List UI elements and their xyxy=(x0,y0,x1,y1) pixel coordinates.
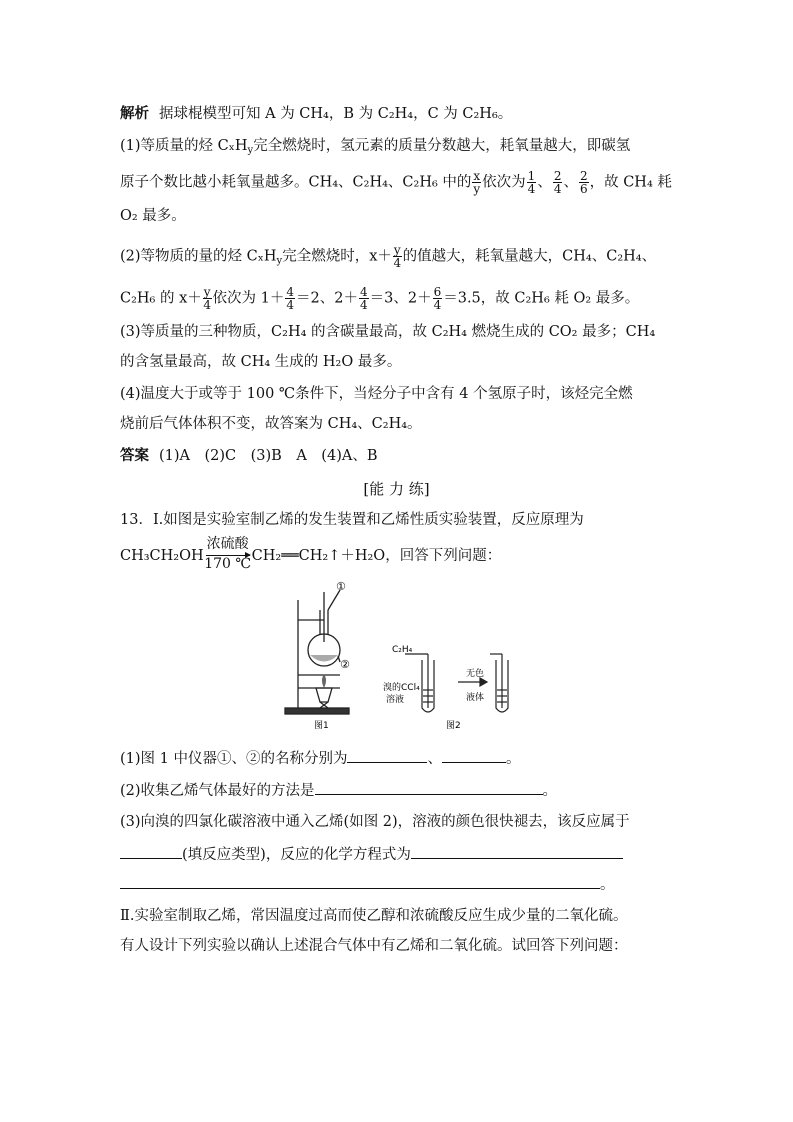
p1-sub-y: y xyxy=(247,145,254,156)
fraction-1-4 xyxy=(527,170,537,195)
fig2-gas-label: C₂H₄ xyxy=(392,645,413,655)
q13-sub1 xyxy=(120,748,520,769)
frac-num: 6 xyxy=(433,285,442,299)
s3-text-b: (填反应类型)，反应的化学方程式为 xyxy=(182,847,411,863)
p4-line2 xyxy=(120,414,422,434)
s3-text-a: (3)向溴的四氯化碳溶液中通入乙烯(如图 2)，溶液的颜色很快褪去，该反应属于 xyxy=(120,814,630,830)
frac-num: 4 xyxy=(286,285,295,299)
p3-text-a: (3)等质量的三种物质，C₂H₄ 的含碳量最高，故 C₂H₄ 燃烧生成的 CO₂ 最多；CH₄ xyxy=(120,324,656,340)
answer-line xyxy=(120,446,377,466)
p1-text-b2: 依次为 xyxy=(482,174,526,191)
answer-blank[interactable] xyxy=(315,780,543,795)
p1-text-b3: ，故 CH₄ 耗 xyxy=(589,174,672,191)
q13-sub3-line3 xyxy=(120,874,615,895)
frac-den: 4 xyxy=(393,256,402,270)
q13-sub3-line2 xyxy=(120,844,623,865)
part2-text-a: Ⅱ.实验室制取乙烯，常因温度过高而使乙醇和浓硫酸反应生成少量的二氧化硫。 xyxy=(120,908,628,924)
frac-num: 2 xyxy=(553,169,562,183)
p1-text-a2: 完全燃烧时，氢元素的质量分数越大，耗氧量越大，即碳氢 xyxy=(253,138,631,154)
fig-mark-1: ① xyxy=(336,580,346,593)
q13-line1 xyxy=(120,510,584,530)
frac-den: 4 xyxy=(203,298,211,312)
reaction-condition-arrow xyxy=(204,536,252,572)
frac-den: y xyxy=(473,182,481,196)
figure-1-apparatus xyxy=(285,590,349,714)
p3-line2 xyxy=(120,352,401,372)
answer-blank[interactable] xyxy=(120,844,182,859)
fraction-y-over-4b xyxy=(203,286,212,311)
p1-text-c: O₂ 最多。 xyxy=(120,208,186,224)
section-heading: [能 力 练] xyxy=(363,480,430,498)
s1-end: 。 xyxy=(505,751,521,767)
fraction-2-4 xyxy=(553,170,563,195)
s2-end: 。 xyxy=(542,783,558,799)
p1-text-b: 原子个数比越小耗氧量越多。CH₄、C₂H₄、C₂H₆ 中的 xyxy=(120,174,472,191)
q13-part2-line2 xyxy=(120,936,628,956)
frac-den: 4 xyxy=(359,298,368,312)
p1-line2 xyxy=(120,170,672,195)
s1-sep: 、 xyxy=(427,751,442,767)
p2-text-a2: 完全燃烧时，x＋ xyxy=(282,248,392,265)
p2-text-b4: ＝3、2＋ xyxy=(369,290,432,307)
p2-sub-y: y xyxy=(276,255,283,267)
fraction-2-6 xyxy=(579,170,589,195)
p4-text-a: (4)温度大于或等于 100 ℃条件下，当烃分子中含有 4 个氢原子时，该烃完全燃 xyxy=(120,386,633,402)
answer-title: 答案 xyxy=(120,448,149,464)
q13-equation xyxy=(120,536,502,572)
frac-num: 4 xyxy=(359,285,368,299)
cond-bot: 170 ℃ xyxy=(204,556,252,572)
fraction-6-4 xyxy=(433,286,443,311)
p4-line1 xyxy=(120,384,633,404)
apparatus-figure xyxy=(280,580,530,730)
analysis-intro-line xyxy=(120,104,512,124)
p2-text-b5: ＝3.5，故 C₂H₆ 耗 O₂ 最多。 xyxy=(443,290,640,307)
p2-text-b1: C₂H₆ 的 x＋ xyxy=(120,290,202,307)
p2-text-b2: 依次为 1＋ xyxy=(212,290,285,307)
fig2-right-label-1: 无色 xyxy=(466,669,485,679)
sep: 、 xyxy=(563,174,578,191)
eq-left: CH₃CH₂OH xyxy=(120,548,204,564)
s2-text: (2)收集乙烯气体最好的方法是 xyxy=(120,783,315,799)
answer-blank[interactable] xyxy=(120,874,600,889)
frac-num: y xyxy=(393,243,401,257)
frac-num: x xyxy=(473,169,481,183)
p2-text-a3: 的值越大，耗氧量越大，CH₄、C₂H₄、 xyxy=(402,248,657,265)
q13-part2-line1 xyxy=(120,906,627,926)
frac-den: 6 xyxy=(579,182,588,196)
part2-text-b: 有人设计下列实验以确认上述混合气体中有乙烯和二氧化硫。试回答下列问题： xyxy=(120,938,628,954)
fraction-4-4a xyxy=(285,286,295,311)
frac-den: 4 xyxy=(553,182,562,196)
p1-line3 xyxy=(120,206,186,226)
answer-blank[interactable] xyxy=(442,748,506,763)
frac-den: 4 xyxy=(286,298,295,312)
q13-text: 13．Ⅰ.如图是实验室制乙烯的发生装置和乙烯性质实验装置，反应原理为 xyxy=(120,512,584,528)
frac-num: y xyxy=(203,285,211,299)
p3-line1 xyxy=(120,322,655,342)
p1-text-a: (1)等质量的烃 CₓH xyxy=(120,138,248,154)
answer-blank[interactable] xyxy=(347,748,427,763)
sep: 、 xyxy=(537,174,552,191)
figure-1-label: 图1 xyxy=(314,721,329,730)
fig2-left-label-2: 溶液 xyxy=(386,695,405,705)
analysis-title: 解析 xyxy=(120,106,149,122)
frac-den: 4 xyxy=(527,182,536,196)
figure-2-label: 图2 xyxy=(446,721,461,730)
p2-line1 xyxy=(120,244,656,272)
fraction-y-over-4 xyxy=(393,244,402,269)
frac-num: 2 xyxy=(579,169,588,183)
answer-text: (1)A (2)C (3)B A (4)A、B xyxy=(159,448,378,464)
fig-mark-2: ② xyxy=(340,658,350,671)
fig2-right-label-2: 液体 xyxy=(466,693,485,703)
frac-den: 4 xyxy=(433,298,442,312)
q13-sub3-line1 xyxy=(120,812,630,832)
p2-text-a: (2)等物质的量的烃 CₓH xyxy=(120,248,277,265)
cond-top: 浓硫酸 xyxy=(206,536,249,552)
q13-sub2 xyxy=(120,780,557,801)
analysis-intro: 据球棍模型可知 A 为 CH₄，B 为 C₂H₄，C 为 C₂H₆。 xyxy=(159,106,513,122)
p2-line2 xyxy=(120,286,639,311)
answer-blank[interactable] xyxy=(411,844,623,859)
p2-text-b3: ＝2、2＋ xyxy=(296,290,358,307)
p1-line1 xyxy=(120,136,630,161)
fig2-left-label-1: 溴的CCl₄ xyxy=(383,683,420,693)
eq-right: CH₂══CH₂↑＋H₂O，回答下列问题： xyxy=(251,548,502,564)
figure-2-apparatus xyxy=(405,654,508,712)
s3-end: 。 xyxy=(600,877,615,893)
fraction-x-over-y xyxy=(472,170,481,195)
frac-num: 1 xyxy=(527,169,536,183)
p4-text-b: 烧前后气体体积不变，故答案为 CH₄、C₂H₄。 xyxy=(120,416,422,432)
p3-text-b: 的含氢量最高，故 CH₄ 生成的 H₂O 最多。 xyxy=(120,354,402,370)
fraction-4-4b xyxy=(359,286,369,311)
s1-text: (1)图 1 中仪器①、②的名称分别为 xyxy=(120,751,348,767)
